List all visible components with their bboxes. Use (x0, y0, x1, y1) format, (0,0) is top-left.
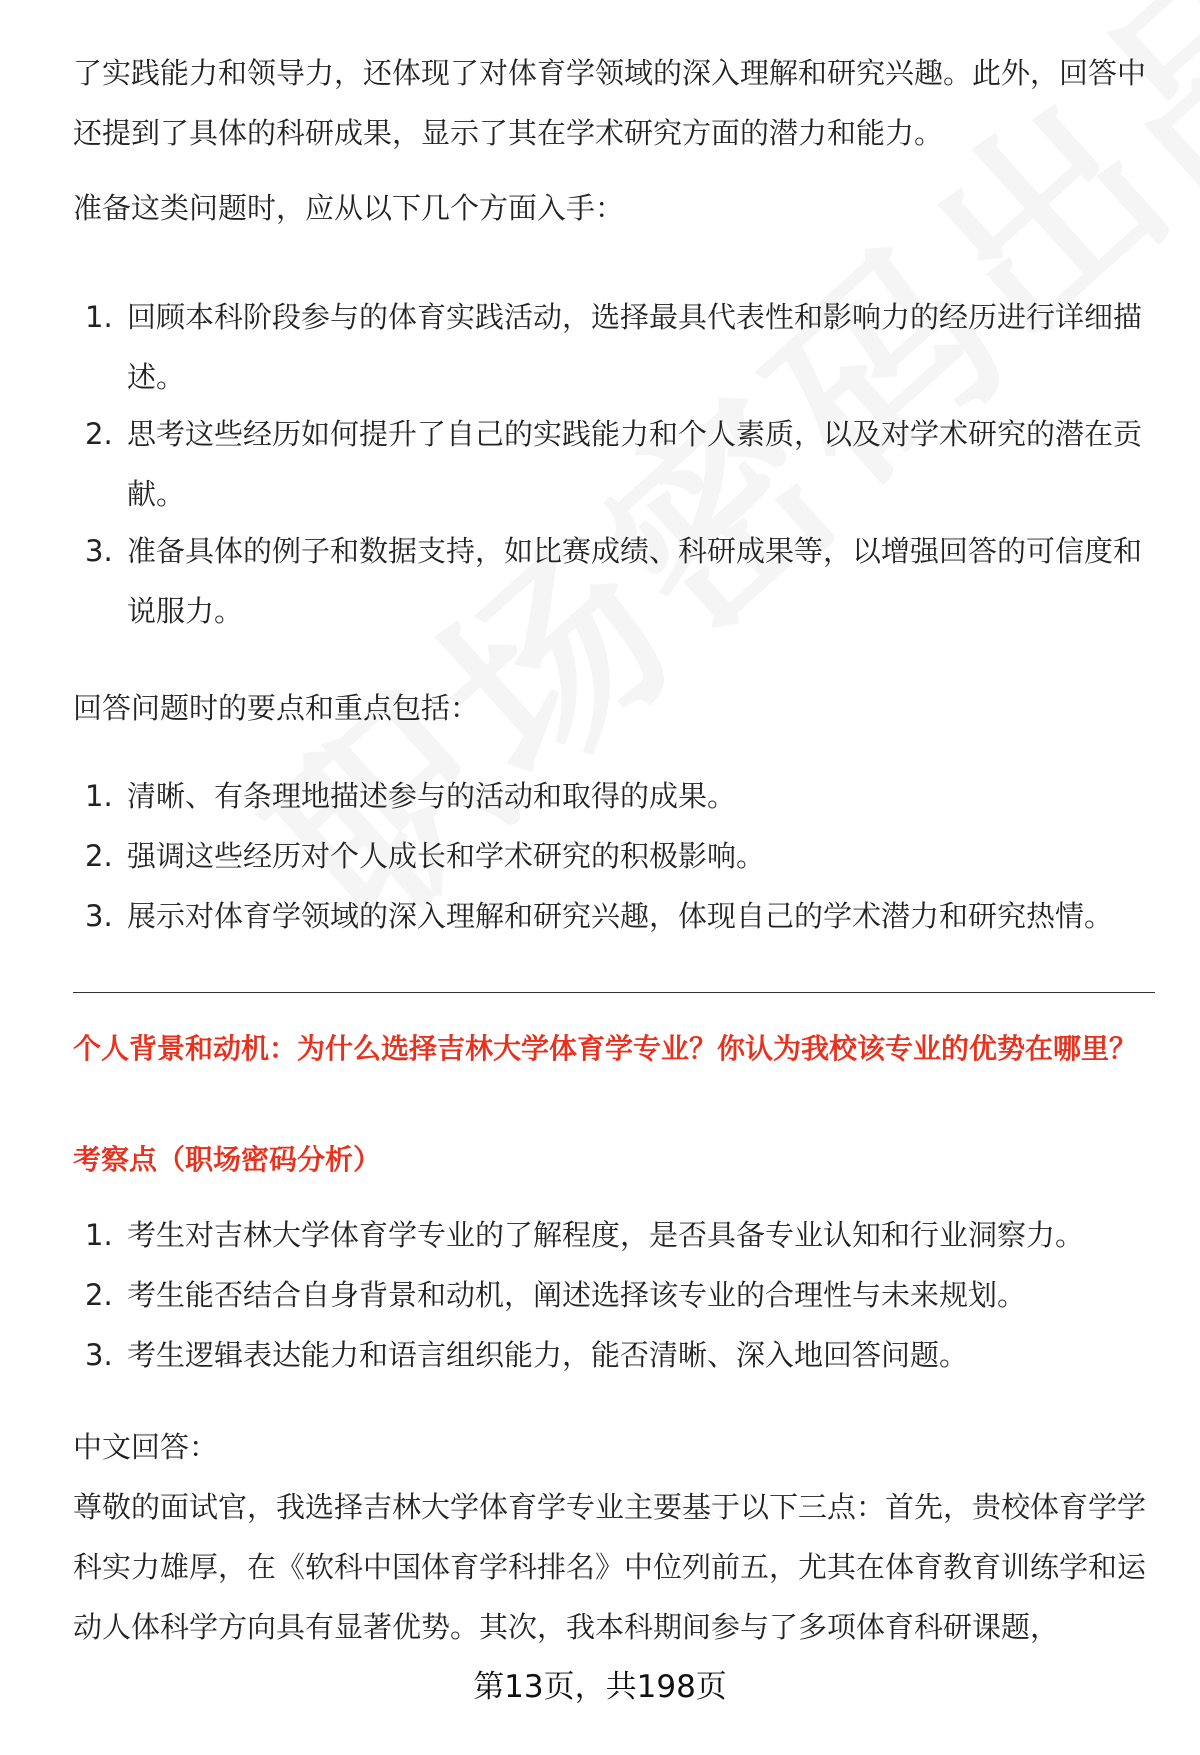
list-number: 3. (85, 899, 113, 933)
list-text: 展示对体育学领域的深入理解和研究兴趣，体现自己的学术潜力和研究热情。 (127, 899, 1114, 933)
list-number: 1. (85, 779, 113, 813)
list-item (73, 886, 1153, 946)
list-text: 准备具体的例子和数据支持，如比赛成绩、科研成果等，以增强回答的可信度和说服力。 (127, 534, 1143, 628)
page-footer: 第13页，共198页 (473, 1669, 727, 1705)
list-text: 清晰、有条理地描述参与的活动和取得的成果。 (127, 779, 737, 813)
list-text: 考生能否结合自身背景和动机，阐述选择该专业的合理性与未来规划。 (127, 1278, 1027, 1312)
list-number: 1. (85, 300, 113, 334)
list-item (73, 766, 1153, 826)
answer-label: 中文回答： (73, 1430, 219, 1464)
list-text: 考生逻辑表达能力和语言组织能力，能否清晰、深入地回答问题。 (127, 1338, 969, 1372)
list-number: 2. (85, 1278, 113, 1312)
list-item (73, 1265, 1153, 1325)
list-number: 1. (85, 1218, 113, 1252)
list-item (73, 521, 1153, 641)
intro-paragraph: 了实践能力和领导力，还体现了对体育学领域的深入理解和研究兴趣。此外，回答中还提到了具体的科研成果，显示了其在学术研究方面的潜力和能力。 (73, 56, 1147, 150)
list-number: 2. (85, 417, 113, 451)
list-item (73, 404, 1153, 524)
answer-text: 尊敬的面试官，我选择吉林大学体育学专业主要基于以下三点：首先，贵校体育学学科实力雄厚，在《软科中国体育学科排名》中位列前五，尤其在体育教育训练学和运动人体科学方向具有显著优势。其次，我本科期间参与了多项体育科研课题， (73, 1490, 1147, 1644)
prepare-list (73, 287, 1153, 641)
list-item (73, 1205, 1153, 1265)
key-points-list (73, 766, 1153, 946)
list-number: 3. (85, 1338, 113, 1372)
list-text: 强调这些经历对个人成长和学术研究的积极影响。 (127, 839, 766, 873)
question-title: 个人背景和动机：为什么选择吉林大学体育学专业？你认为我校该专业的优势在哪里？ (73, 1032, 1138, 1065)
list-item (73, 287, 1153, 407)
section-divider (73, 992, 1155, 993)
list-number: 2. (85, 839, 113, 873)
exam-points-title: 考察点（职场密码分析） (73, 1143, 382, 1176)
exam-points-list (73, 1205, 1153, 1385)
list-text: 考生对吉林大学体育学专业的了解程度，是否具备专业认知和行业洞察力。 (127, 1218, 1085, 1252)
prepare-lead: 准备这类问题时，应从以下几个方面入手： (73, 191, 625, 225)
list-item (73, 826, 1153, 886)
list-text: 思考这些经历如何提升了自己的实践能力和个人素质，以及对学术研究的潜在贡献。 (127, 417, 1143, 511)
list-text: 回顾本科阶段参与的体育实践活动，选择最具代表性和影响力的经历进行详细描述。 (127, 300, 1143, 394)
list-number: 3. (85, 534, 113, 568)
list-item (73, 1325, 1153, 1385)
key-points-lead: 回答问题时的要点和重点包括： (73, 691, 480, 725)
